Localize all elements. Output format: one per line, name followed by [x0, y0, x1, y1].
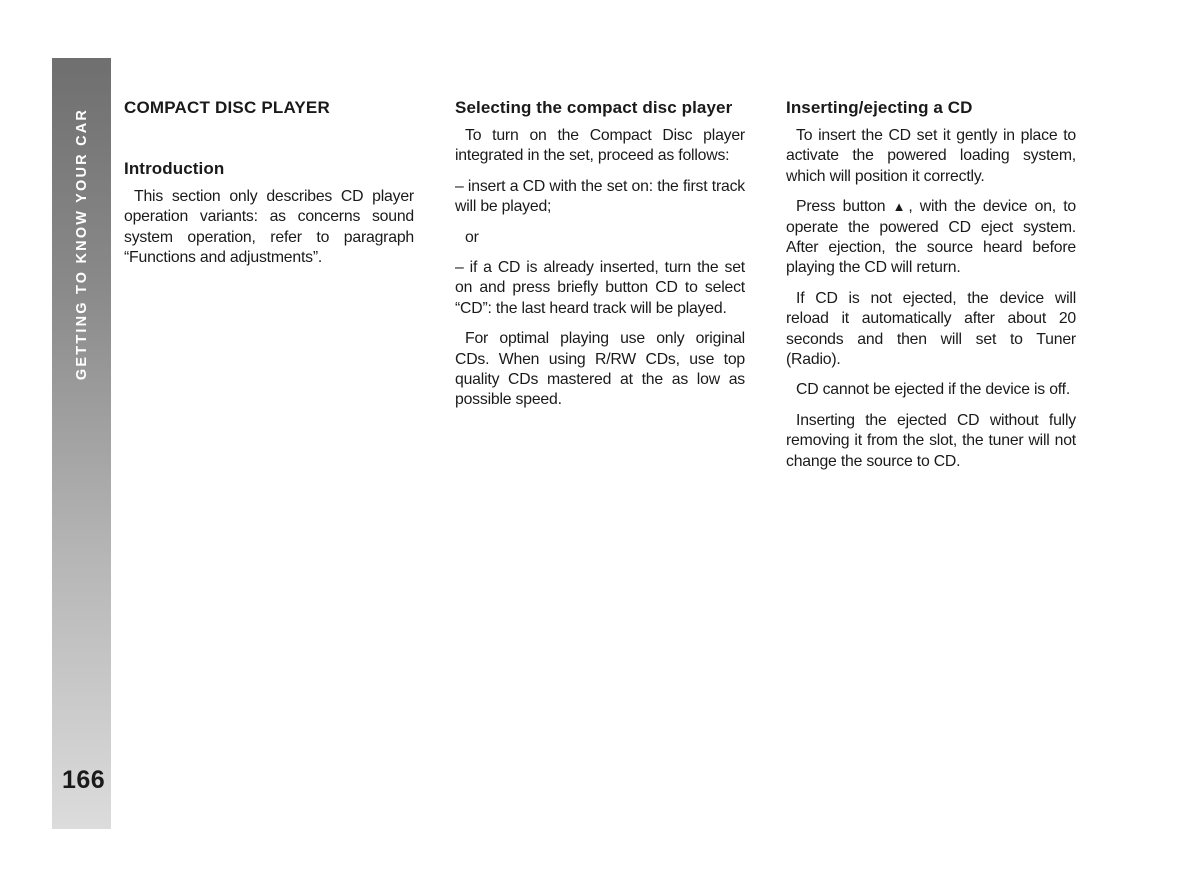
- section-title: COMPACT DISC PLAYER: [124, 98, 330, 117]
- introduction-heading: Introduction: [124, 159, 225, 178]
- inserting-heading: Inserting/ejecting a CD: [786, 98, 973, 117]
- inserting-paragraph-off: CD cannot be ejected if the device is off.: [796, 381, 1071, 399]
- inserting-paragraph-insert: To insert the CD set it gently in place to activate the powered loading system, which will position it correctly.: [786, 127, 1076, 185]
- introduction-paragraph: This section only describes CD player operation variants: as concerns sound system operation, refer to paragraph “Functions and adjustments”.: [124, 188, 414, 267]
- eject-icon: ▲: [892, 199, 909, 215]
- column-inserting: [786, 96, 1076, 482]
- selecting-paragraph-insert: – insert a CD with the set on: the first track will be played;: [455, 177, 745, 216]
- column-selecting: [455, 96, 745, 421]
- inserting-paragraph-reload: If CD is not ejected, the device will reload it automatically after about 20 seconds and then will set to Tuner (Radio).: [786, 289, 1076, 369]
- inserting-paragraph-eject: [786, 197, 1076, 279]
- selecting-paragraph-inserted: – if a CD is already inserted, turn the set on and press briefly button CD to select “CD”: the last heard track will be played.: [455, 259, 745, 317]
- selecting-paragraph-intro: To turn on the Compact Disc player integrated in the set, proceed as follows:: [455, 127, 745, 165]
- selecting-paragraph-optimal: For optimal playing use only original CDs. When using R/RW CDs, use top quality CDs mastered at the as low as possible speed.: [455, 330, 745, 409]
- inserting-paragraph-slot: Inserting the ejected CD without fully removing it from the slot, the tuner will not change the source to CD.: [786, 411, 1076, 470]
- eject-text-before: Press button: [796, 198, 893, 216]
- eject-text-after: , with the device on, to operate the powered CD eject system. After ejection, the source heard before playing the CD will return.: [786, 198, 1076, 277]
- selecting-paragraph-or: or: [465, 228, 479, 246]
- chapter-title: GETTING TO KNOW YOUR CAR: [74, 107, 90, 381]
- selecting-heading: Selecting the compact disc player: [455, 98, 733, 117]
- column-introduction: [124, 96, 414, 279]
- page-number: 166: [62, 766, 106, 794]
